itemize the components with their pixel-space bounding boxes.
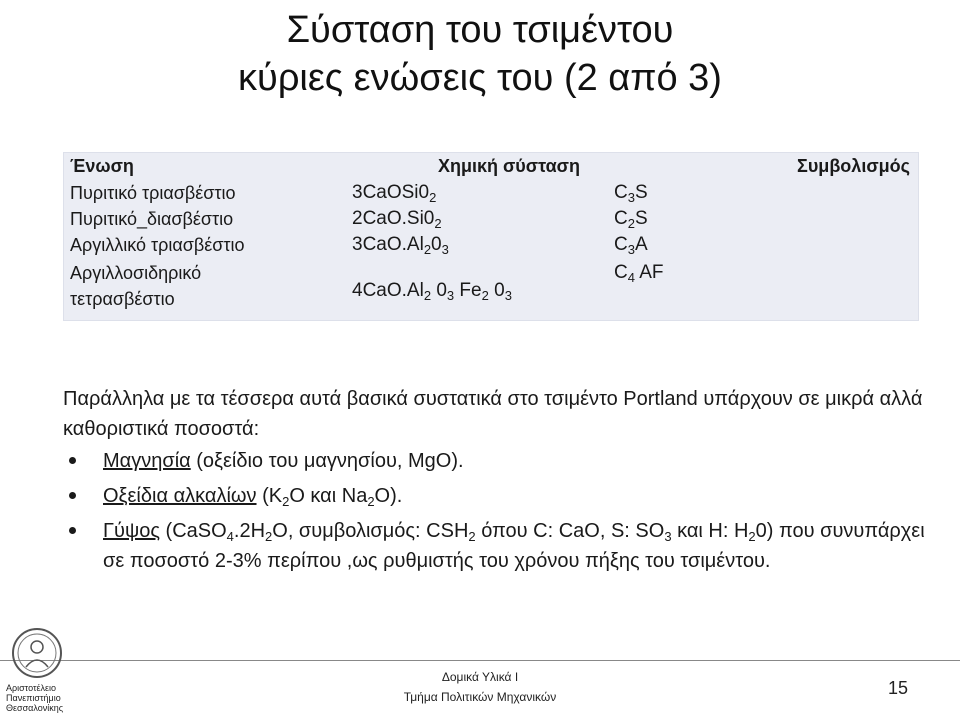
- footer-center: [0, 667, 960, 707]
- list-item: Μαγνησία (οξείδιο του μαγνησίου, MgO).: [63, 446, 943, 476]
- bullet-list: [63, 446, 943, 576]
- slide-title: [0, 6, 960, 102]
- table-row: [64, 206, 918, 232]
- list-item: Οξείδια αλκαλίων ($K_2O$ και $Na_2O$).: [63, 481, 943, 511]
- compound-name: Πυριτικό τριασβέστιο: [70, 183, 236, 203]
- footer-divider: [0, 660, 960, 661]
- page-number: 15: [887, 678, 908, 698]
- symbol: $C_4$ AF: [614, 262, 664, 285]
- table-header-row: [64, 153, 918, 180]
- department-name: Τμήμα Πολιτικών Μηχανικών: [403, 690, 557, 704]
- university-name: Αριστοτέλειο Πανεπιστήμιο Θεσσαλονίκης: [6, 683, 64, 713]
- compound-name: Αργιλλοσιδηρικό τετρασβέστιο: [70, 263, 202, 309]
- course-name: Δομικά Υλικά Ι: [441, 670, 519, 684]
- header-symbol: Συμβολισμός: [797, 156, 910, 176]
- symbol: $C_3A$: [614, 234, 648, 257]
- symbol: $C_2S$: [614, 208, 648, 231]
- chemical-formula: $2CaO.Si0_2$: [352, 208, 442, 231]
- table-row: [64, 258, 918, 320]
- title-line-1: Σύσταση του τσιμέντου: [286, 9, 674, 51]
- compound-name: Πυριτικό_διασβέστιο: [70, 209, 234, 229]
- chemical-formula: $3CaOSi0_2$: [352, 182, 437, 205]
- chemical-formula: $4CaO.Al_2$ $0_3$ $Fe_2$ $0_3$: [352, 280, 512, 303]
- table-row: [64, 180, 918, 206]
- slide-body: [63, 384, 943, 581]
- title-line-2: κύριες ενώσεις του (2 από 3): [238, 57, 722, 99]
- intro-paragraph: Παράλληλα με τα τέσσερα αυτά βασικά συστατικά στο τσιμέντο Portland υπάρχουν σε μικρά αλλά καθοριστικά ποσοστά:: [63, 388, 923, 440]
- header-compound: Ένωση: [70, 156, 134, 176]
- header-formula: Χημική σύσταση: [437, 156, 580, 176]
- chemical-formula: $3CaO.Al_20_3$: [352, 234, 449, 257]
- symbol: $C_3S$: [614, 182, 648, 205]
- list-item: Γύψος ($CaSO_4.2H_2O$, συμβολισμός: $CSH_2$ όπου C: CaO, S: $SO_3$ και H: $H_20$) που συνυπάρχει σε ποσοστό 2-3% περίπου ,ως ρυθμιστής του χρόνου πήξης του τσιμέντου.: [63, 516, 943, 576]
- compounds-table: [63, 152, 919, 321]
- compound-name: Αργιλλικό τριασβέστιο: [70, 235, 245, 255]
- table-row: [64, 232, 918, 258]
